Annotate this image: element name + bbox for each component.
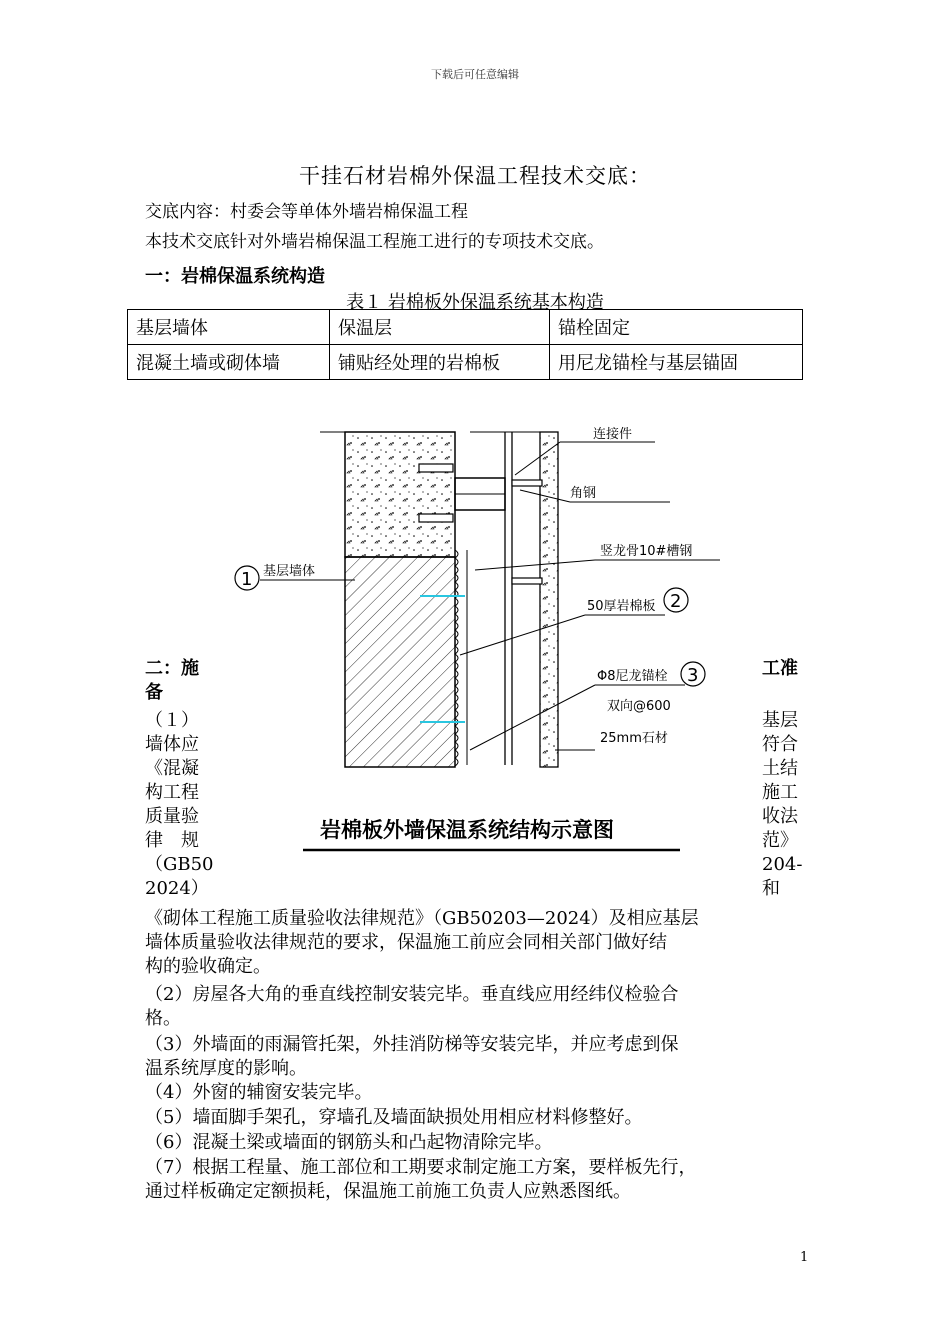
table-cell: 基层墙体: [128, 310, 330, 345]
left-col-line: （１）: [145, 710, 199, 731]
right-col-line: 基层: [762, 710, 798, 731]
connector-bolt: [512, 578, 542, 584]
table-cell: 铺贴经处理的岩棉板: [330, 345, 550, 380]
left-col-line: 律 规: [145, 830, 199, 851]
table-row: [128, 345, 803, 380]
construction-table: [127, 309, 803, 380]
label-base-wall: 基层墙体: [263, 564, 316, 579]
body-line: （2）房屋各大角的垂直线控制安装完毕。垂直线应用经纬仪检验合: [145, 984, 679, 1005]
table-cell: 混凝土墙或砌体墙: [128, 345, 330, 380]
label-angle-steel: 角钢: [570, 486, 597, 501]
intro-line-1: 交底内容：村委会等单体外墙岩棉保温工程: [145, 202, 468, 222]
concrete-wall: [345, 432, 455, 557]
label-spacing: 双向@600: [607, 699, 671, 714]
table-caption: 表１ 岩棉板外保温系统基本构造: [346, 292, 604, 313]
body-line: 《砌体工程施工质量验收法律规范》（GB50203—2024）及相应基层: [145, 908, 699, 929]
label-keel: 竖龙骨10#槽钢: [600, 544, 693, 559]
section-1-heading: 一：岩棉保温系统构造: [145, 266, 325, 287]
left-col-line: 构工程: [145, 782, 199, 803]
body-line: （5）墙面脚手架孔，穿墙孔及墙面缺损处用相应材料修整好。: [145, 1107, 643, 1128]
left-col-line: 质量验: [145, 806, 199, 827]
anchor-bolt: [419, 464, 453, 472]
body-line: 通过样板确定定额损耗，保温施工前施工负责人应熟悉图纸。: [145, 1181, 631, 1202]
section-2-head-left-1: 二：施: [145, 658, 199, 679]
body-line: （6）混凝土梁或墙面的钢筋头和凸起物清除完毕。: [145, 1132, 553, 1153]
label-wool-board: 50厚岩棉板: [587, 599, 656, 614]
document-title: 干挂石材岩棉外保温工程技术交底：: [299, 164, 651, 188]
marker-3-label: 3: [687, 665, 699, 686]
table-cell: 用尼龙锚栓与基层锚固: [550, 345, 803, 380]
table-cell: 保温层: [330, 310, 550, 345]
section-2-head-left-2: 备: [145, 682, 163, 703]
diagram-title: 岩棉板外墙保温系统结构示意图: [320, 818, 614, 842]
section-2-head-right: 工准: [762, 658, 798, 679]
left-col-line: 墙体应: [145, 734, 199, 755]
table-cell: 锚栓固定: [550, 310, 803, 345]
connector-bolt: [512, 480, 542, 486]
body-line: （3）外墙面的雨漏管托架，外挂消防梯等安装完毕，并应考虑到保: [145, 1034, 679, 1055]
insulation-structure-diagram: [215, 420, 735, 865]
right-col-line: 和: [762, 878, 780, 899]
body-line: 温系统厚度的影响。: [145, 1058, 307, 1079]
right-col-line: 施工: [762, 782, 798, 803]
right-col-line: 204-: [762, 854, 803, 875]
right-col-line: 范》: [762, 830, 798, 851]
label-anchor: Φ8尼龙锚栓: [597, 669, 668, 684]
label-connector: 连接件: [593, 427, 633, 442]
left-col-line: 《混凝: [145, 758, 199, 779]
marker-1-label: 1: [241, 569, 253, 590]
marker-2-label: 2: [670, 591, 682, 612]
right-col-line: 符合: [762, 734, 798, 755]
stone-panel: [540, 432, 558, 767]
body-line: （7）根据工程量、施工部位和工期要求制定施工方案，要样板先行，: [145, 1157, 697, 1178]
body-line: 构的验收确定。: [145, 956, 271, 977]
table-header-row: [128, 310, 803, 345]
masonry-wall: [345, 557, 455, 767]
body-line: 墙体质量验收法律规范的要求，保温施工前应会同相关部门做好结: [145, 932, 667, 953]
label-stone: 25mm石材: [600, 731, 668, 746]
anchor-bolt: [419, 514, 453, 522]
body-line: （4）外窗的辅窗安装完毕。: [145, 1082, 373, 1103]
intro-line-2: 本技术交底针对外墙岩棉保温工程施工进行的专项技术交底。: [145, 232, 604, 252]
page-number: 1: [800, 1250, 809, 1265]
left-col-line: （GB50: [145, 854, 214, 875]
header-note: 下载后可任意编辑: [431, 68, 519, 81]
body-line: 格。: [145, 1008, 181, 1029]
right-col-line: 土结: [762, 758, 798, 779]
right-col-line: 收法: [762, 806, 798, 827]
left-col-line: 2024）: [145, 878, 209, 899]
